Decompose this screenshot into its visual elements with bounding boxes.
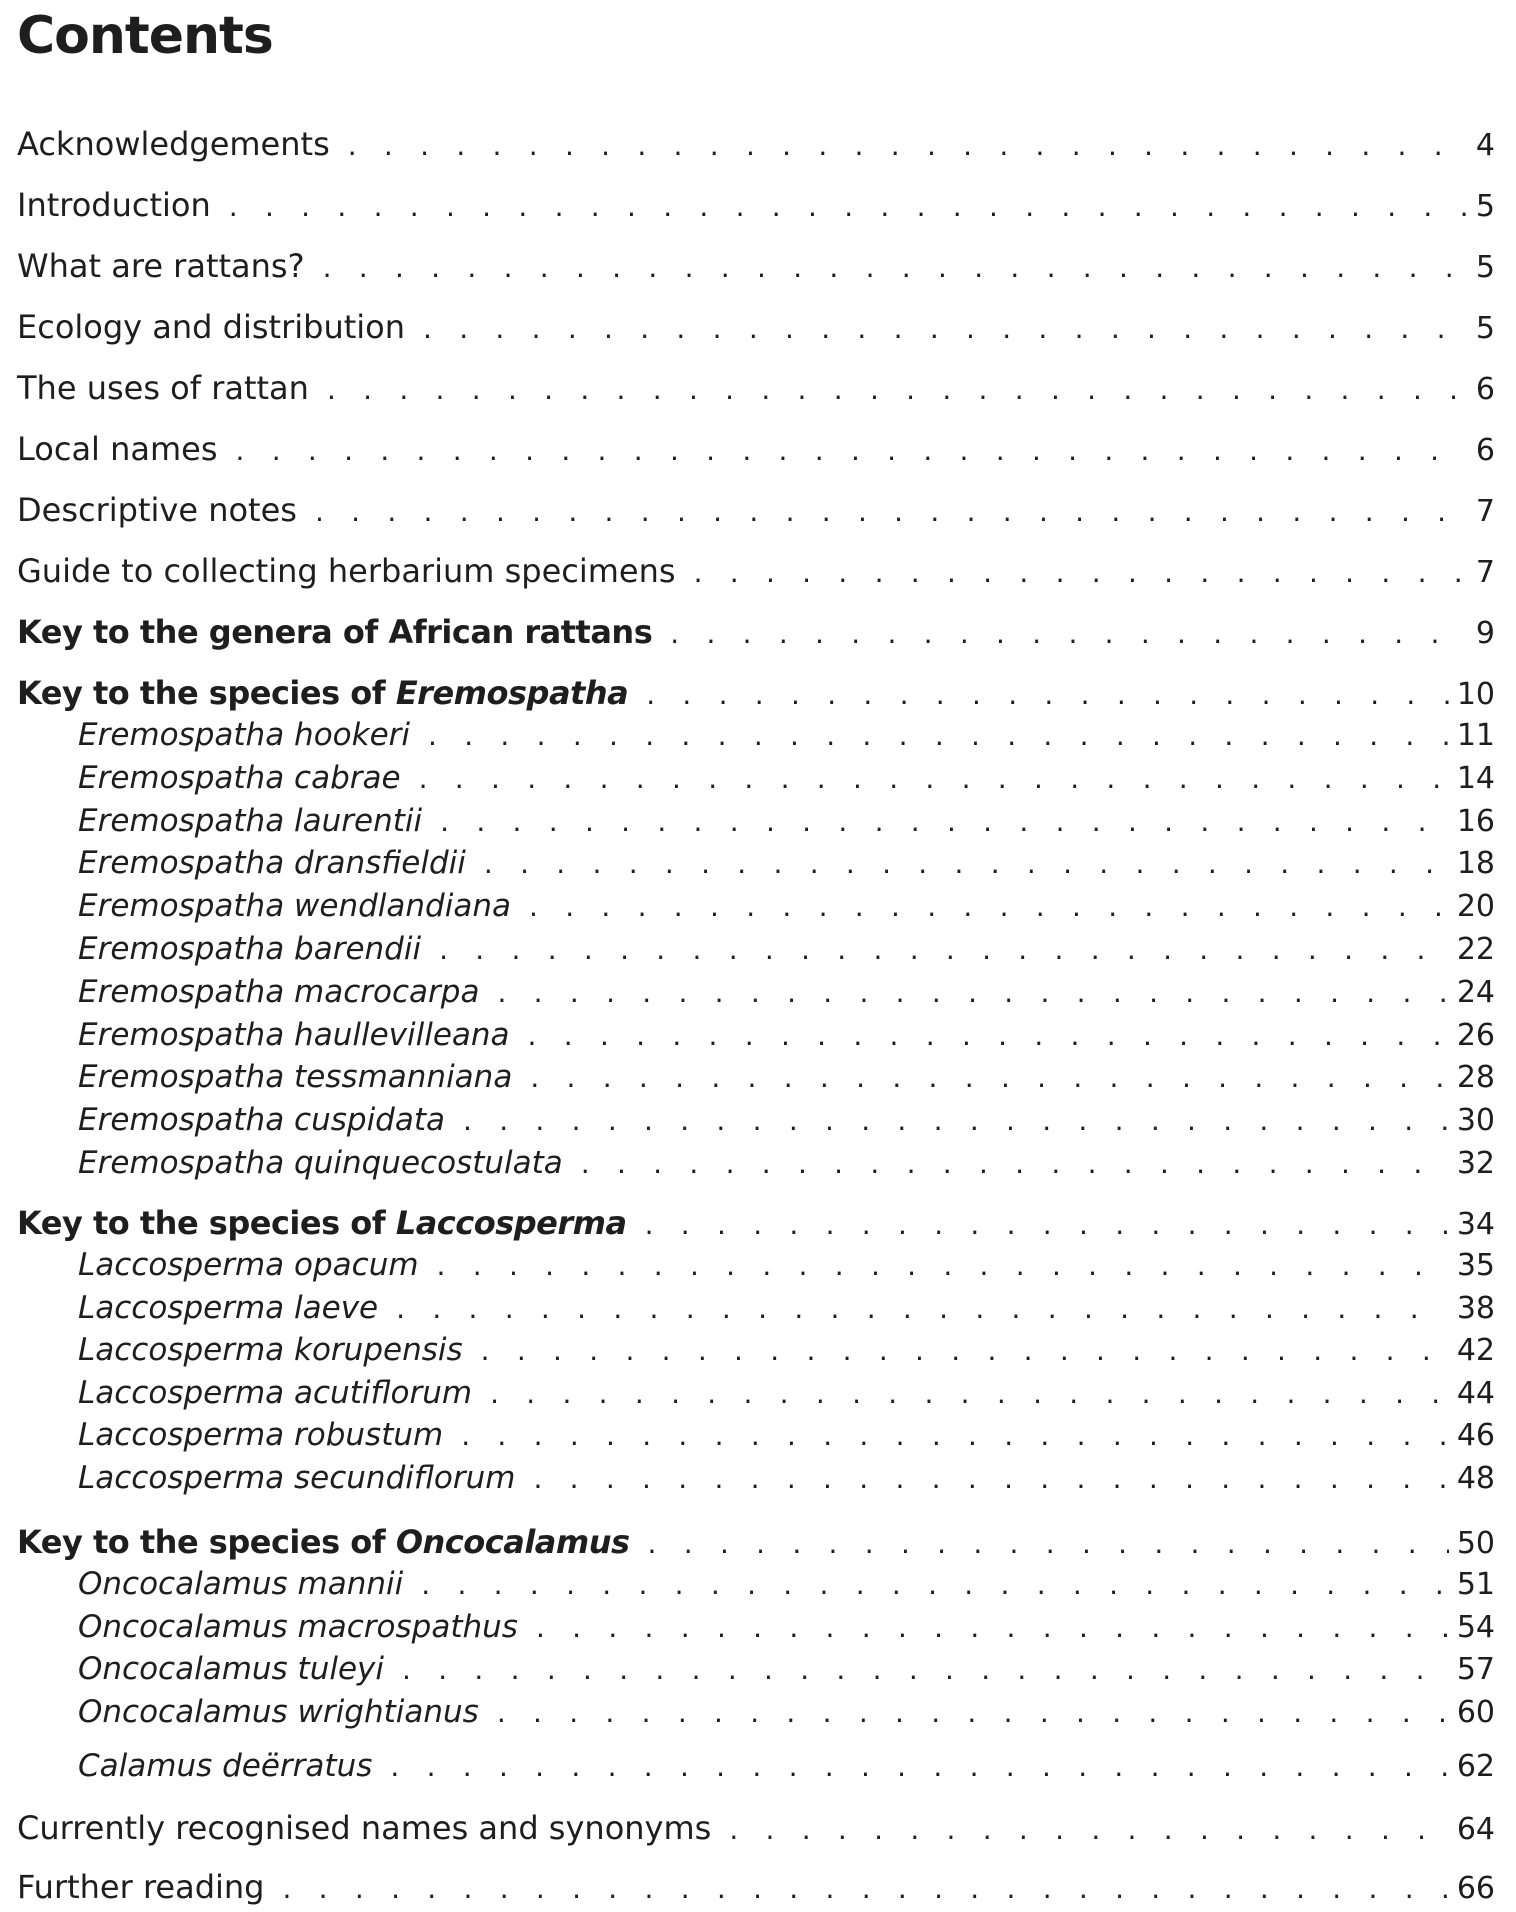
toc-entry-further-reading[interactable] [17,1868,1495,1912]
species-name: Laccosperma secundiflorum [78,1460,516,1496]
toc-page-number: 9 [1475,616,1495,651]
dot-leader [229,190,1468,223]
toc-entry-key-eremospatha[interactable] [17,674,1495,718]
toc-entry-ecology-and-distribution[interactable] [17,308,1495,352]
toc-entry-label: What are rattans? [17,247,305,285]
species-name: Eremospatha wendlandiana [78,888,511,925]
toc-species-entry[interactable] [78,931,1495,975]
species-name: Eremospatha hookeri [78,717,411,753]
toc-page-number: 42 [1456,1333,1495,1369]
dot-leader [490,1377,1449,1410]
dot-leader [497,976,1448,1009]
dot-leader [439,933,1449,966]
toc-entry-key-laccosperma[interactable] [17,1204,1495,1248]
toc-page-number: 6 [1475,372,1495,407]
genus-name: Laccosperma [395,1204,627,1242]
species-name: Oncocalamus macrospathus [78,1608,518,1645]
dot-leader [461,1419,1449,1452]
species-name: Laccosperma opacum [78,1247,419,1283]
toc-page-number: 7 [1475,555,1495,590]
species-name: Eremospatha cuspidata [78,1102,446,1139]
dot-leader [327,373,1468,406]
key-prefix: Key to the species of [17,674,396,712]
toc-page-number: 48 [1456,1461,1495,1496]
toc-entry-label: Currently recognised names and synonyms [17,1809,712,1847]
toc-page-number: 34 [1456,1207,1495,1242]
toc-species-entry[interactable] [78,1102,1495,1146]
toc-entry-label: Descriptive notes [17,491,297,529]
toc-entry-key-to-genera[interactable] [17,613,1495,657]
dot-leader [497,1696,1449,1729]
toc-species-entry[interactable] [78,1059,1495,1103]
toc-species-entry[interactable] [78,1417,1495,1461]
dot-leader [437,1249,1449,1282]
dot-leader [648,1527,1449,1560]
toc-page-number: 11 [1456,718,1495,753]
toc-species-entry[interactable] [78,717,1495,761]
toc-page-number: 7 [1475,494,1495,529]
toc-entry-label: Ecology and distribution [17,308,406,346]
species-name: Eremospatha cabrae [78,759,401,796]
toc-species-entry[interactable] [78,1694,1495,1738]
toc-species-entry[interactable] [78,1290,1495,1334]
toc-entry-label: Introduction [17,186,211,224]
toc-entry-label: Calamus deërratus [78,1748,373,1784]
dot-leader [694,556,1468,589]
toc-entry-label: Local names [17,430,218,468]
dot-leader [396,1292,1449,1325]
toc-entry-what-are-rattans[interactable] [17,247,1495,291]
dot-leader [428,719,1449,752]
toc-species-entry[interactable] [78,845,1495,889]
toc-page-number: 18 [1456,846,1495,882]
toc-page-number: 6 [1475,433,1495,468]
toc-entry-key-oncocalamus[interactable] [17,1523,1495,1567]
toc-species-entry[interactable] [78,1247,1495,1291]
toc-page-number: 26 [1456,1017,1495,1053]
dot-leader [645,1208,1449,1241]
toc-page-number: 35 [1456,1248,1495,1283]
toc-species-entry[interactable] [78,1145,1495,1189]
toc-entry-label [17,674,628,712]
toc-page-number: 30 [1456,1103,1495,1139]
dot-leader [670,617,1468,650]
species-name: Laccosperma acutiflorum [78,1374,473,1411]
species-name: Laccosperma laeve [78,1289,379,1326]
toc-page-number: 14 [1456,760,1495,796]
dot-leader [315,495,1468,528]
species-name: Eremospatha dransfieldii [78,845,466,882]
toc-entry-calamus-deerratus[interactable] [78,1748,1495,1792]
toc-page-number: 60 [1456,1694,1495,1730]
dot-leader [528,1019,1449,1052]
toc-page-number: 66 [1456,1871,1495,1906]
dot-leader [323,251,1468,284]
dot-leader [481,1334,1449,1367]
toc-entry-descriptive-notes[interactable] [17,491,1495,535]
toc-page-number: 54 [1456,1609,1495,1645]
species-name: Oncocalamus mannii [78,1566,404,1602]
toc-entry-label [17,1523,630,1561]
toc-page-number: 38 [1456,1290,1495,1326]
species-name: Eremospatha macrocarpa [78,973,480,1010]
toc-species-entry[interactable] [78,1375,1495,1419]
key-prefix: Key to the species of [17,1204,396,1242]
toc-species-entry[interactable] [78,974,1495,1018]
toc-page-number: 20 [1456,889,1495,925]
dot-leader [581,1147,1449,1180]
dot-leader [348,129,1468,162]
dot-leader [390,1750,1448,1783]
dot-leader [440,805,1449,838]
dot-leader [536,1611,1449,1644]
dot-leader [530,1061,1448,1094]
dot-leader [423,312,1468,345]
toc-species-entry[interactable] [78,760,1495,804]
species-name: Eremospatha barendii [78,931,422,967]
key-prefix: Key to the species of [17,1523,396,1561]
dot-leader [533,1462,1448,1495]
toc-entry-label [17,1204,627,1242]
toc-page-number: 5 [1475,250,1495,285]
dot-leader [282,1872,1448,1905]
toc-page-number: 57 [1456,1652,1495,1688]
toc-page-number: 4 [1475,128,1495,163]
toc-entry-uses-of-rattan[interactable] [17,369,1495,413]
toc-page-number: 51 [1456,1567,1495,1602]
toc-species-entry[interactable] [78,803,1495,847]
toc-page-number: 24 [1456,974,1495,1010]
species-name: Eremospatha haullevilleana [78,1016,510,1053]
toc-entry-introduction[interactable] [17,186,1495,230]
dot-leader [419,762,1449,795]
toc-page-number: 22 [1456,932,1495,967]
toc-entry-label: Key to the genera of African rattans [17,613,653,651]
species-name: Laccosperma korupensis [78,1332,463,1369]
toc-page-number: 46 [1456,1418,1495,1454]
dot-leader [529,890,1449,923]
dot-leader [402,1653,1449,1686]
dot-leader [421,1568,1449,1601]
toc-species-entry[interactable] [78,1332,1495,1376]
toc-page-number: 50 [1456,1526,1495,1561]
genus-name: Eremospatha [395,674,629,712]
species-name: Eremospatha laurentii [78,802,423,839]
toc-entry-label: Guide to collecting herbarium specimens [17,552,676,590]
toc-species-entry[interactable] [78,1609,1495,1653]
toc-page-number: 62 [1456,1749,1495,1784]
toc-species-entry[interactable] [78,1460,1495,1504]
species-name: Eremospatha quinquecostulata [78,1145,563,1181]
toc-entry-names-and-synonyms[interactable] [17,1809,1495,1853]
toc-page-number: 44 [1456,1375,1495,1411]
species-name: Laccosperma robustum [78,1417,444,1454]
toc-entry-label: The uses of rattan [17,369,309,407]
toc-page-number: 32 [1456,1146,1495,1181]
toc-species-entry[interactable] [78,1017,1495,1061]
toc-page-number: 5 [1475,189,1495,224]
dot-leader [236,434,1468,467]
toc-entry-local-names[interactable] [17,430,1495,474]
toc-page-number: 64 [1456,1812,1495,1847]
species-name: Oncocalamus wrightianus [78,1693,479,1730]
species-name: Oncocalamus tuleyi [78,1651,385,1688]
toc-entry-guide-collecting[interactable] [17,552,1495,596]
dot-leader [729,1813,1448,1846]
toc-page-number: 5 [1475,311,1495,346]
species-name: Eremospatha tessmanniana [78,1059,513,1096]
toc-entry-acknowledgements[interactable] [17,125,1495,169]
toc-page-number: 28 [1456,1060,1495,1096]
genus-name: Oncocalamus [395,1523,630,1561]
dot-leader [484,847,1449,880]
dot-leader [463,1104,1449,1137]
toc-page-number: 16 [1456,803,1495,839]
toc-entry-label: Further reading [17,1868,265,1906]
toc-species-entry[interactable] [78,888,1495,932]
toc-page-number: 10 [1456,677,1495,712]
toc-entry-label: Acknowledgements [17,125,330,163]
toc-species-entry[interactable] [78,1566,1495,1610]
toc-species-entry[interactable] [78,1651,1495,1695]
dot-leader [646,678,1449,711]
page-title: Contents [17,6,273,66]
